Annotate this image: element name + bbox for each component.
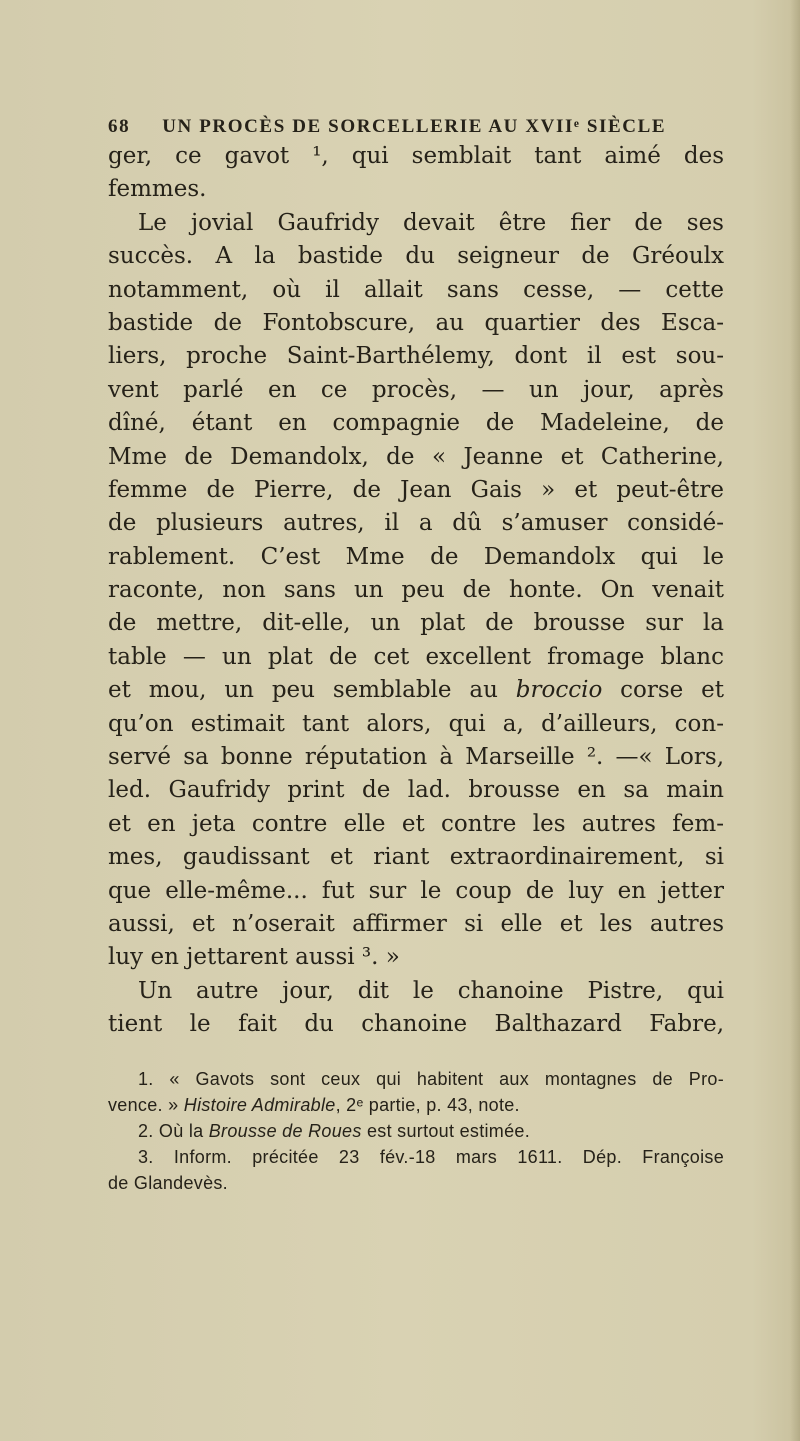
text-run: , 2ᵉ partie, p. 43, note. (335, 1095, 520, 1115)
text-line: luy en jettarent aussi ³. » (108, 944, 400, 971)
text-line: mes, gaudissant et riant extraordinairement, si (108, 844, 724, 871)
text-line: bastide de Fontobscure, au quartier des Esca- (108, 309, 724, 336)
text-line: succès. A la bastide du seigneur de Gréoulx (108, 243, 724, 270)
footnotes (108, 1066, 724, 1196)
page-edge-shadow (790, 0, 800, 1441)
main-text (108, 140, 724, 1042)
text-run: corse et (620, 677, 724, 704)
text-line: dîné, étant en compagnie de Madeleine, de (108, 410, 724, 437)
text-run: 2. Où la (138, 1121, 204, 1141)
text-line: qu’on estimait tant alors, qui a, d’ailleurs, con- (108, 710, 724, 737)
text-line: led. Gaufridy print de lad. brousse en sa main (108, 777, 724, 804)
italic-title: Brousse de Roues (208, 1121, 362, 1141)
text-line: table — un plat de cet excellent fromage blanc (108, 643, 724, 670)
text-line: tient le fait du chanoine Balthazard Fabre, (108, 1011, 724, 1038)
footnote-3-cont: de Glandevès. (108, 1173, 228, 1193)
text-line: et en jeta contre elle et contre les autres fem- (108, 810, 724, 837)
running-header (108, 116, 708, 138)
text-line: que elle-même... fut sur le coup de luy en jetter (108, 877, 724, 904)
italic-title: Histoire Admirable (183, 1095, 336, 1115)
italic-term-broccio: broccio (515, 677, 603, 704)
text-line: rablement. C’est Mme de Demandolx qui le (108, 543, 724, 570)
text-line: ger, ce gavot ¹, qui semblait tant aimé des (108, 143, 724, 169)
text-line: raconte, non sans un peu de honte. On venait (108, 577, 724, 604)
footnote-3: 3. Inform. précitée 23 fév.-18 mars 1611. Dép. Françoise (138, 1147, 724, 1167)
text-line: liers, proche Saint-Barthélemy, dont il est sou- (108, 343, 724, 370)
text-line: Un autre jour, dit le chanoine Pistre, qui (138, 977, 724, 1004)
footnote-1: 1. « Gavots sont ceux qui habitent aux montagnes de Pro- (138, 1069, 724, 1089)
text-line: Mme de Demandolx, de « Jeanne et Catherine, (108, 443, 724, 470)
footnote-1-cont (108, 1092, 724, 1118)
text-line: vent parlé en ce procès, — un jour, après (108, 376, 724, 403)
text-line: servé sa bonne réputation à Marseille ². —« Lors, (108, 744, 724, 771)
text-line: de mettre, dit-elle, un plat de brousse sur la (108, 610, 724, 637)
text-line (108, 674, 724, 707)
text-run: vence. » (108, 1095, 179, 1115)
text-run: et mou, un peu semblable au (108, 677, 498, 704)
text-line: femme de Pierre, de Jean Gais » et peut-être (108, 476, 724, 503)
text-line: femmes. (108, 176, 207, 203)
running-title: UN PROCÈS DE SORCELLERIE AU XVIIᵉ SIÈCLE (162, 116, 667, 137)
text-run: est surtout estimée. (366, 1121, 531, 1141)
footnote-2 (108, 1118, 724, 1144)
page-number: 68 (108, 116, 131, 137)
text-line: notamment, où il allait sans cesse, — cette (108, 276, 724, 303)
text-line: aussi, et n’oserait affirmer si elle et les autres (108, 910, 724, 937)
text-line: de plusieurs autres, il a dû s’amuser considé- (108, 510, 724, 537)
text-line: Le jovial Gaufridy devait être fier de ses (138, 209, 724, 236)
